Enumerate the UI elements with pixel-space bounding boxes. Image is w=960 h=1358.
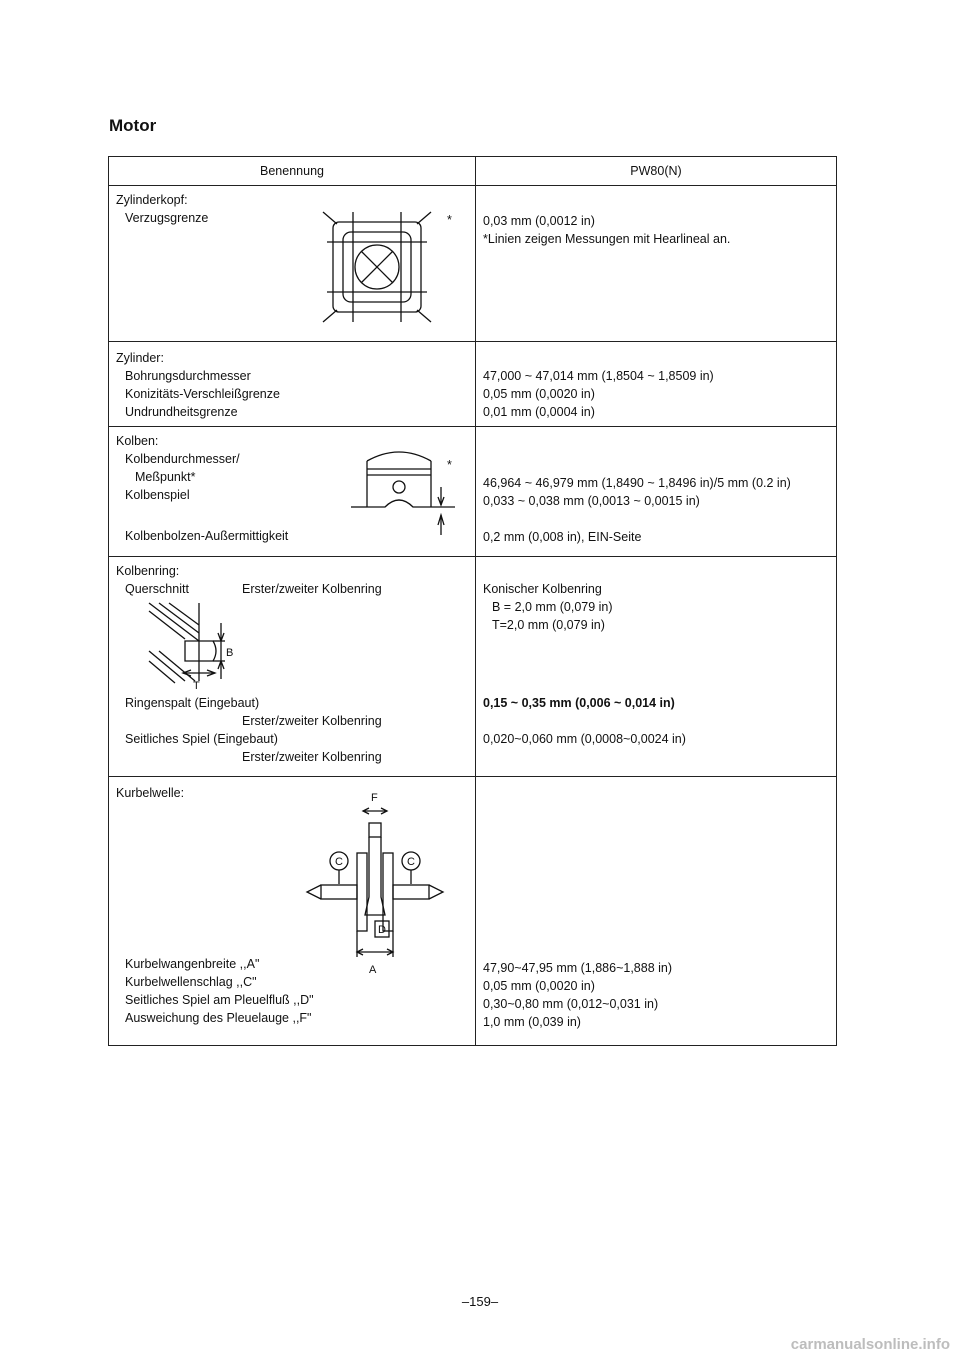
cylinder-head-label: Zylinderkopf:	[116, 193, 188, 207]
piston-ring-values	[476, 557, 836, 776]
table-header-row	[109, 157, 837, 186]
cylinder-head-diagram	[309, 208, 449, 338]
side-clearance-label: Seitliches Spiel (Eingebaut)	[125, 732, 278, 746]
ring-cross-section-diagram	[145, 601, 265, 691]
table-row	[109, 427, 837, 557]
table-row	[109, 186, 837, 342]
web-width-value: 47,90~47,95 mm (1,886~1,888 in)	[483, 961, 673, 975]
big-end-clearance-value: 0,30~0,80 mm (0,012~0,031 in)	[483, 997, 659, 1011]
watermark: carmanualsonline.info	[790, 1336, 950, 1353]
runout-value: 0,05 mm (0,0020 in)	[483, 979, 595, 993]
piston-clearance-label: Kolbenspiel	[125, 488, 190, 502]
taper-limit-label: Konizitäts-Verschleißgrenze	[125, 387, 280, 401]
warp-limit-label: Verzugsgrenze	[125, 211, 209, 225]
table-row	[109, 777, 837, 1046]
crank-f-mark: F	[371, 792, 378, 804]
piston-label: Kolben:	[116, 434, 159, 448]
page-title: Motor	[109, 116, 157, 135]
piston-diagram	[329, 435, 469, 543]
ring-gap-ring: Erster/zweiter Kolbenring	[242, 714, 382, 728]
table-row	[109, 557, 837, 777]
warp-limit-value: 0,03 mm (0,0012 in)	[483, 214, 595, 228]
crank-d-mark: D	[378, 924, 386, 936]
crankshaft-diagram	[299, 787, 459, 977]
out-of-round-label: Undrundheitsgrenze	[125, 405, 238, 419]
table-row	[109, 342, 837, 427]
ring-section-label: Querschnitt	[125, 582, 189, 596]
crankshaft-values	[476, 777, 836, 1045]
ring-gap-label: Ringenspalt (Eingebaut)	[125, 696, 260, 710]
piston-cell	[109, 427, 475, 556]
warp-note: *Linien zeigen Messungen mit Hearlineal an.	[483, 232, 731, 246]
piston-ring-label: Kolbenring:	[116, 564, 180, 578]
piston-pin-offset-label: Kolbenbolzen-Außermittigkeit	[125, 529, 289, 543]
measuring-point-label: Meßpunkt*	[135, 470, 196, 484]
small-end-deflection-label: Ausweichung des Pleuelauge ,,F"	[125, 1011, 312, 1025]
header-model: PW80(N)	[476, 157, 837, 186]
crank-c-mark-right: C	[407, 856, 415, 868]
crank-c-mark-left: C	[335, 856, 343, 868]
crank-a-mark: A	[369, 964, 377, 976]
crankshaft-label: Kurbelwelle:	[116, 786, 185, 800]
piston-diameter-label: Kolbendurchmesser/	[125, 452, 240, 466]
ring-section-ring: Erster/zweiter Kolbenring	[242, 582, 382, 596]
piston-clearance-value: 0,033 ~ 0,038 mm (0,0013 ~ 0,0015 in)	[483, 494, 700, 508]
piston-diameter-value: 46,964 ~ 46,979 mm (1,8490 ~ 1,8496 in)/5 mm (0.2 in)	[483, 476, 791, 490]
out-of-round-value: 0,01 mm (0,0004 in)	[483, 405, 595, 419]
spec-table	[108, 156, 837, 1046]
cylinder-head-values	[476, 186, 836, 341]
piston-pin-offset-value: 0,2 mm (0,008 in), EIN-Seite	[483, 530, 642, 544]
side-clearance-value: 0,020~0,060 mm (0,0008~0,0024 in)	[483, 732, 686, 746]
ring-t-value: T=2,0 mm (0,079 in)	[492, 618, 605, 632]
ring-t-mark: T	[193, 680, 200, 692]
ring-gap-value: 0,15 ~ 0,35 mm (0,006 ~ 0,014 in)	[483, 696, 675, 710]
ring-type-value: Konischer Kolbenring	[483, 582, 602, 596]
page-number: –159–	[461, 1294, 499, 1309]
piston-ring-cell	[109, 557, 475, 776]
bore-label: Bohrungsdurchmesser	[125, 369, 251, 383]
cylinder-label: Zylinder:	[116, 351, 164, 365]
small-end-deflection-value: 1,0 mm (0,039 in)	[483, 1015, 581, 1029]
cylinder-values	[476, 342, 836, 426]
side-clearance-ring: Erster/zweiter Kolbenring	[242, 750, 382, 764]
piston-star: *	[447, 458, 452, 472]
runout-label: Kurbelwellenschlag ,,C"	[125, 975, 257, 989]
big-end-clearance-label: Seitliches Spiel am Pleuelfluß ,,D"	[125, 993, 314, 1007]
cylinder-cell	[109, 342, 475, 426]
web-width-label: Kurbelwangenbreite ,,A"	[125, 957, 260, 971]
piston-values	[476, 427, 836, 556]
ring-b-value: B = 2,0 mm (0,079 in)	[492, 600, 613, 614]
crankshaft-cell	[109, 777, 475, 1045]
warp-star: *	[447, 213, 452, 227]
taper-limit-value: 0,05 mm (0,0020 in)	[483, 387, 595, 401]
header-benennung: Benennung	[109, 157, 476, 186]
cylinder-head-cell	[109, 186, 475, 341]
bore-value: 47,000 ~ 47,014 mm (1,8504 ~ 1,8509 in)	[483, 369, 714, 383]
ring-b-mark: B	[226, 647, 234, 659]
